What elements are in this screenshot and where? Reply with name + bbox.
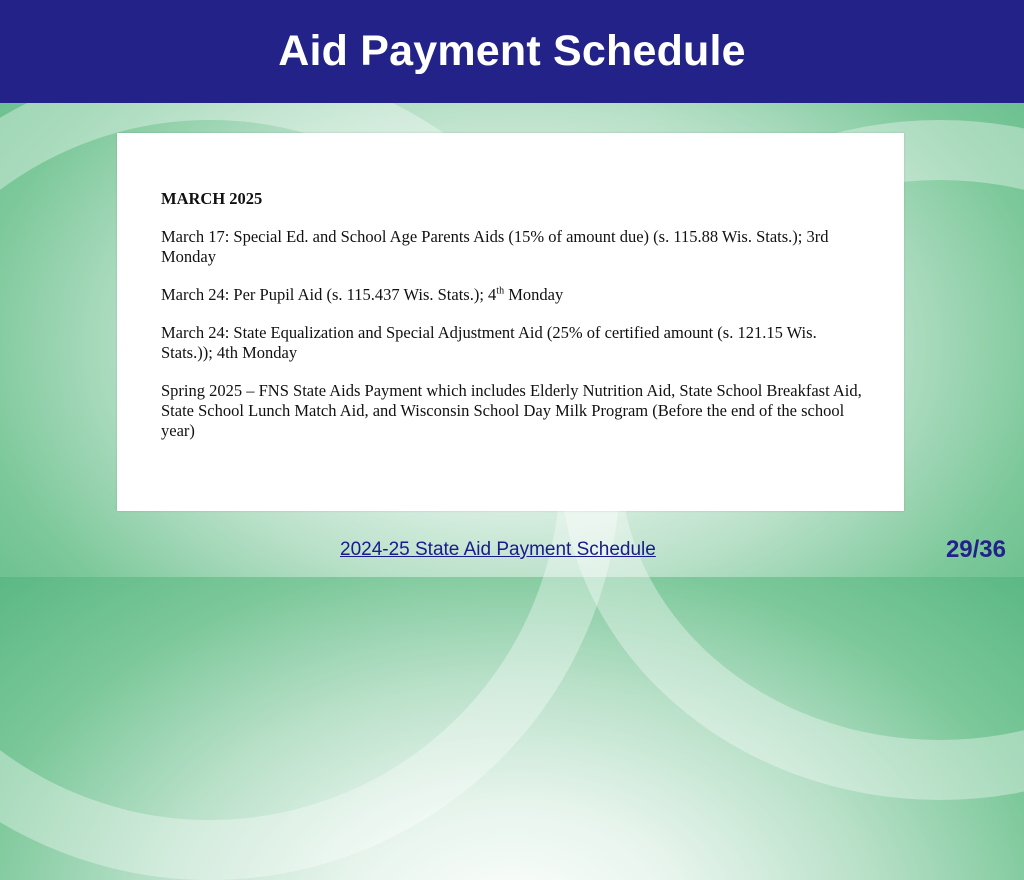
page-number: 29/36: [945, 536, 1006, 563]
schedule-entry: March 24: State Equalization and Special Adjustment Aid (25% of certified amount (s. 121.15 Wis. Stats.)); 4th Monday: [161, 323, 817, 362]
schedule-entry: Spring 2025 – FNS State Aids Payment which includes Elderly Nutrition Aid, State School Breakfast Aid, State School Lunch Match Aid, and Wisconsin School Day Milk Program (Before the end of the school year): [161, 381, 862, 440]
schedule-entry-suffix: Monday: [504, 285, 564, 304]
schedule-entry-text: March 24: Per Pupil Aid (s. 115.437 Wis. Stats.); 4: [161, 285, 497, 304]
schedule-entry: March 17: Special Ed. and School Age Parents Aids (15% of amount due) (s. 115.88 Wis. Stats.); 3rd Monday: [161, 227, 829, 266]
schedule-link[interactable]: 2024-25 State Aid Payment Schedule: [340, 539, 656, 560]
slide-title: Aid Payment Schedule: [278, 27, 746, 75]
slide-header: [0, 0, 1024, 103]
ordinal-superscript: th: [496, 285, 505, 297]
document-image: [117, 133, 904, 511]
schedule-entry: [161, 285, 871, 305]
document-body: [161, 189, 871, 459]
month-heading: MARCH 2025: [161, 189, 263, 208]
